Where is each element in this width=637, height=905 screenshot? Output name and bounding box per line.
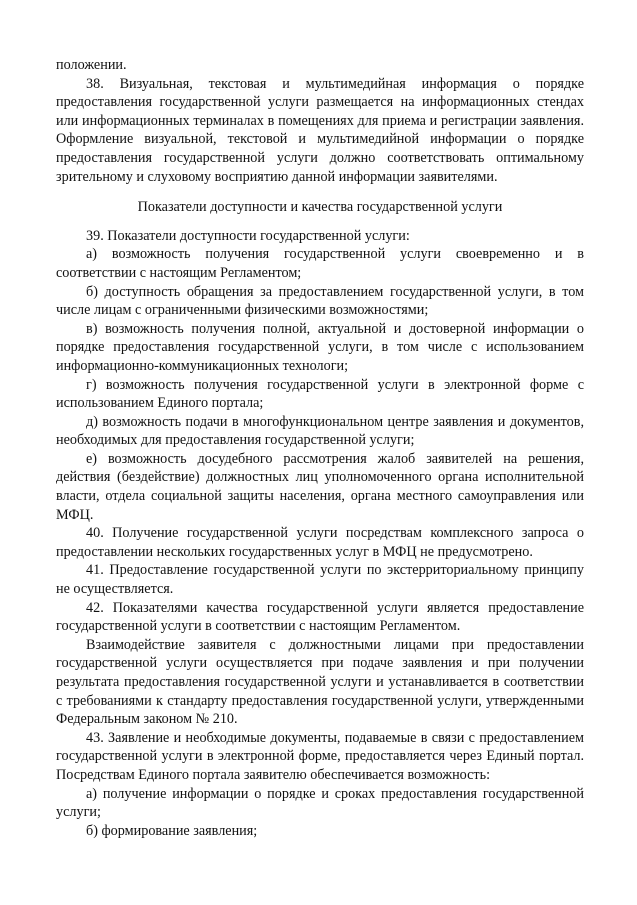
paragraph-39-b: б) доступность обращения за предоставлением государственной услуги, в том числе лицам с ограниченными физическими возможностями; <box>56 283 584 319</box>
paragraph-43-a: а) получение информации о порядке и сроках предоставления государственной услуги; <box>56 785 584 821</box>
paragraph-38: 38. Визуальная, текстовая и мультимедийная информация о порядке предоставления государственной услуги размещается на информационных стендах или информационных терминалах в помещениях для приема и регистрации заявления. Оформление визуальной, текстовой и мультимедийной информации о порядке предоставления государственной услуги должно соответствовать оптимальному зрительному и слуховому восприятию данной информации заявителями. <box>56 75 584 185</box>
paragraph-42-interaction: Взаимодействие заявителя с должностными лицами при предоставлении государственной услуги осуществляется при подаче заявления и при получении результата предоставления государственной услуги и устанавливается в соответствии с требованиями к стандарту предоставления государственной услуги, утвержденными Федеральным законом № 210. <box>56 636 584 728</box>
paragraph-39-g: г) возможность получения государственной услуги в электронной форме с использованием Единого портала; <box>56 376 584 412</box>
paragraph-39-a: а) возможность получения государственной услуги своевременно и в соответствии с настоящим Регламентом; <box>56 246 584 281</box>
section-heading: Показатели доступности и качества государственной услуги <box>137 199 503 216</box>
paragraph-39-e: е) возможность досудебного рассмотрения жалоб заявителей на решения, действия (бездействие) должностных лиц уполномоченного органа исполнительной власти, отдела социальной защиты населения, органа местного самоуправления или МФЦ. <box>56 450 584 523</box>
paragraph-39-d: д) возможность подачи в многофункциональном центре заявления и документов, необходимых для предоставления государственной услуги; <box>56 413 584 449</box>
paragraph-39: 39. Показатели доступности государственной услуги: <box>86 227 410 244</box>
paragraph-42: 42. Показателями качества государственной услуги является предоставление государственной услуги в соответствии с настоящим Регламентом. <box>56 599 584 635</box>
document-page <box>56 56 584 840</box>
paragraph-43: 43. Заявление и необходимые документы, подаваемые в связи с предоставлением государственной услуги в электронной форме, предоставляется через Единый портал. Посредствам Единого портала заявителю обеспечивается возможность: <box>56 729 584 783</box>
paragraph-43-b: б) формирование заявления; <box>86 822 258 839</box>
paragraph-continuation: положении. <box>56 57 127 73</box>
paragraph-41: 41. Предоставление государственной услуги по экстерриториальному принципу не осуществляется. <box>56 562 584 598</box>
paragraph-39-v: в) возможность получения полной, актуальной и достоверной информации о порядке предоставления государственной услуги, в том числе с использованием информационно-коммуникационных технологи; <box>56 320 584 374</box>
paragraph-40: 40. Получение государственной услуги посредствам комплексного запроса о предоставлении нескольких государственных услуг в МФЦ не предусмотрено. <box>56 525 584 560</box>
